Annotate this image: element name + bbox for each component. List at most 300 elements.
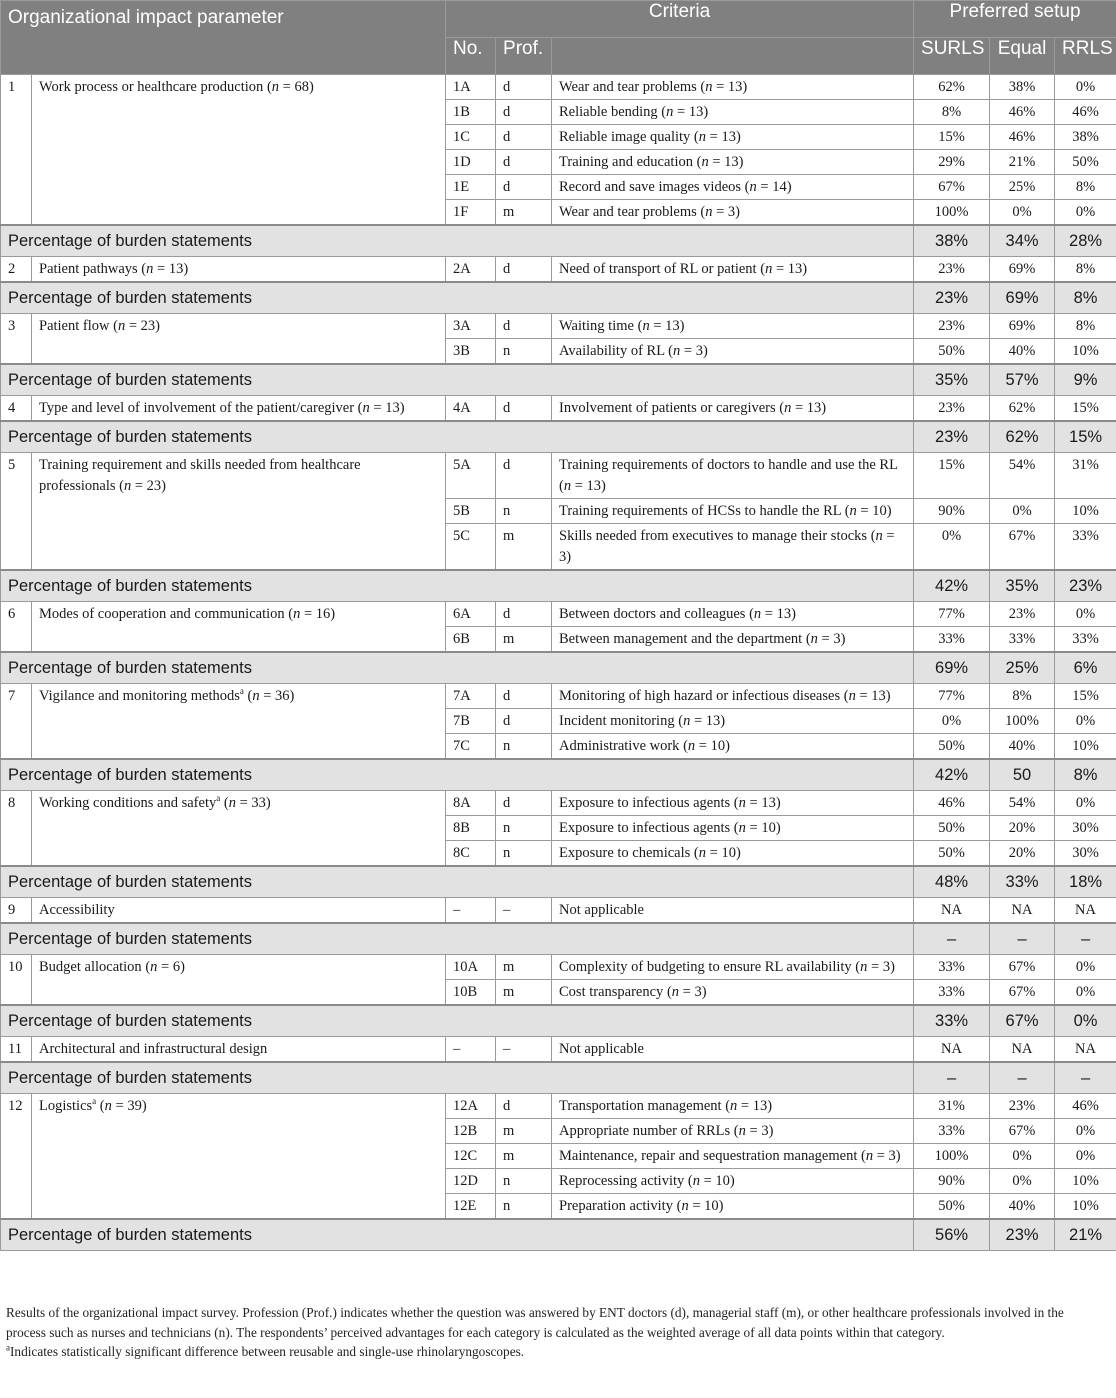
- summary-equal: 57%: [990, 364, 1055, 396]
- n-symbol: n: [848, 688, 856, 704]
- footnote-sig-mark: a: [6, 1342, 10, 1353]
- criteria-n: 3: [559, 549, 567, 565]
- criteria-n: 13: [721, 129, 736, 145]
- parameter-n: 39: [127, 1098, 142, 1114]
- table-row: [1, 396, 1116, 422]
- value-surls: 0%: [914, 709, 990, 734]
- criteria-no: 12C: [446, 1144, 496, 1169]
- criteria-no: 7B: [446, 709, 496, 734]
- summary-row: [1, 759, 1116, 791]
- value-equal: 67%: [990, 1119, 1055, 1144]
- n-symbol: n: [705, 204, 713, 220]
- criteria-text: Transportation management: [559, 1098, 722, 1114]
- criteria-prof: d: [496, 602, 552, 627]
- criteria-text-cell: Waiting time (n = 13): [552, 314, 914, 339]
- value-equal: 100%: [990, 709, 1055, 734]
- summary-label: Percentage of burden statements: [1, 866, 914, 898]
- criteria-text: Not applicable: [559, 902, 644, 918]
- summary-row: [1, 421, 1116, 453]
- summary-row: [1, 570, 1116, 602]
- criteria-prof: d: [496, 125, 552, 150]
- criteria-n: 10: [704, 1198, 719, 1214]
- parameter-name: Modes of cooperation and communication: [39, 606, 285, 622]
- criteria-prof: m: [496, 627, 552, 653]
- value-rrls: 8%: [1055, 175, 1116, 200]
- criteria-n: 13: [752, 1098, 768, 1114]
- criteria-n: 3: [727, 204, 736, 220]
- parameter-number: 5: [1, 453, 32, 571]
- criteria-no: –: [446, 1037, 496, 1063]
- criteria-text: Involvement of patients or caregivers: [559, 400, 776, 416]
- criteria-text-cell: Exposure to infectious agents (n = 13): [552, 791, 914, 816]
- criteria-text: Reliable bending: [559, 104, 658, 120]
- n-symbol: n: [738, 1123, 746, 1139]
- parameter-name-cell: [32, 898, 446, 924]
- value-equal: 21%: [990, 150, 1055, 175]
- value-equal: 38%: [990, 75, 1055, 100]
- value-equal: 0%: [990, 200, 1055, 226]
- significance-mark: a: [239, 686, 244, 697]
- value-surls: 29%: [914, 150, 990, 175]
- summary-equal: 34%: [990, 225, 1055, 257]
- table-row: [1, 257, 1116, 283]
- summary-label: Percentage of burden statements: [1, 421, 914, 453]
- value-equal: 69%: [990, 314, 1055, 339]
- summary-surls: 23%: [914, 282, 990, 314]
- criteria-no: 1A: [446, 75, 496, 100]
- criteria-no: 8A: [446, 791, 496, 816]
- criteria-text: Appropriate number of RRLs: [559, 1123, 731, 1139]
- n-symbol: n: [683, 713, 691, 729]
- parameter-name: Training requirement and skills needed from healthcare professionals: [39, 457, 361, 494]
- table-footnote: [6, 1303, 1106, 1362]
- header-preferred-setup: Preferred setup: [914, 1, 1116, 38]
- value-rrls: 8%: [1055, 257, 1116, 283]
- criteria-prof: n: [496, 339, 552, 365]
- criteria-prof: n: [496, 816, 552, 841]
- summary-surls: 35%: [914, 364, 990, 396]
- value-rrls: 15%: [1055, 684, 1116, 709]
- criteria-prof: m: [496, 1144, 552, 1169]
- n-symbol: n: [271, 79, 280, 95]
- summary-rrls: 28%: [1055, 225, 1116, 257]
- value-rrls: 46%: [1055, 100, 1116, 125]
- criteria-n: 13: [727, 79, 743, 95]
- value-rrls: 31%: [1055, 453, 1116, 499]
- value-surls: 50%: [914, 339, 990, 365]
- parameter-name: Patient flow: [39, 318, 110, 334]
- n-symbol: n: [753, 606, 762, 622]
- criteria-text-cell: Training requirements of doctors to handle and use the RL (n = 13): [552, 453, 914, 499]
- criteria-n: 13: [776, 606, 792, 622]
- summary-equal: 25%: [990, 652, 1055, 684]
- value-equal: 67%: [990, 955, 1055, 980]
- value-equal: 0%: [990, 1144, 1055, 1169]
- parameter-number: 11: [1, 1037, 32, 1063]
- value-equal: 62%: [990, 396, 1055, 422]
- parameter-number: 6: [1, 602, 32, 653]
- criteria-text-cell: Skills needed from executives to manage their stocks (n = 3): [552, 524, 914, 571]
- criteria-n: 10: [710, 738, 726, 754]
- value-rrls: 10%: [1055, 499, 1116, 524]
- criteria-text: Availability of RL: [559, 343, 665, 359]
- parameter-name: Budget allocation: [39, 959, 142, 975]
- summary-equal: 67%: [990, 1005, 1055, 1037]
- n-symbol: n: [146, 261, 154, 277]
- criteria-no: 7A: [446, 684, 496, 709]
- criteria-no: 8C: [446, 841, 496, 867]
- summary-surls: 48%: [914, 866, 990, 898]
- significance-mark: a: [216, 793, 221, 804]
- criteria-no: 1F: [446, 200, 496, 226]
- value-surls: 33%: [914, 955, 990, 980]
- value-equal: 54%: [990, 453, 1055, 499]
- criteria-prof: –: [496, 898, 552, 924]
- summary-surls: 69%: [914, 652, 990, 684]
- parameter-name: Architectural and infrastructural design: [39, 1041, 268, 1057]
- value-surls: 33%: [914, 1119, 990, 1144]
- criteria-text: Exposure to infectious agents: [559, 795, 731, 811]
- value-equal: 40%: [990, 339, 1055, 365]
- header-prof: Prof.: [496, 38, 552, 75]
- value-surls: 90%: [914, 1169, 990, 1194]
- summary-equal: 50: [990, 759, 1055, 791]
- criteria-no: 3A: [446, 314, 496, 339]
- n-symbol: n: [673, 343, 681, 359]
- criteria-text: Incident monitoring: [559, 713, 675, 729]
- summary-rrls: 18%: [1055, 866, 1116, 898]
- criteria-prof: d: [496, 150, 552, 175]
- criteria-no: 8B: [446, 816, 496, 841]
- parameter-n: 23: [146, 478, 162, 494]
- summary-equal: 23%: [990, 1219, 1055, 1251]
- summary-row: [1, 1005, 1116, 1037]
- criteria-n: 13: [787, 261, 803, 277]
- n-symbol: n: [293, 606, 301, 622]
- criteria-text: Wear and tear problems: [559, 79, 697, 95]
- parameter-n: 33: [251, 795, 266, 811]
- criteria-text: Reliable image quality: [559, 129, 691, 145]
- value-surls: 67%: [914, 175, 990, 200]
- n-symbol: n: [671, 984, 680, 1000]
- criteria-n: 3: [695, 343, 703, 359]
- n-symbol: n: [860, 959, 868, 975]
- parameter-name-cell: Patient flow (n = 23): [32, 314, 446, 365]
- summary-equal: –: [990, 923, 1055, 955]
- n-symbol: n: [362, 400, 370, 416]
- criteria-no: 6A: [446, 602, 496, 627]
- value-equal: 67%: [990, 980, 1055, 1006]
- criteria-text: Waiting time: [559, 318, 634, 334]
- criteria-n: 3: [694, 984, 702, 1000]
- n-symbol: n: [666, 104, 674, 120]
- parameter-name-cell: Training requirement and skills needed from healthcare professionals (n = 23): [32, 453, 446, 571]
- n-symbol: n: [104, 1098, 112, 1114]
- summary-surls: 56%: [914, 1219, 990, 1251]
- n-symbol: n: [810, 631, 818, 647]
- value-surls: 15%: [914, 125, 990, 150]
- criteria-no: 12B: [446, 1119, 496, 1144]
- value-surls: 33%: [914, 627, 990, 653]
- n-symbol: n: [117, 318, 126, 334]
- summary-rrls: 0%: [1055, 1005, 1116, 1037]
- value-rrls: 33%: [1055, 524, 1116, 571]
- parameter-name-cell: Modes of cooperation and communication (n = 16): [32, 602, 446, 653]
- criteria-no: 10B: [446, 980, 496, 1006]
- summary-row: [1, 1219, 1116, 1251]
- footnote-sig-text: Indicates statistically significant difference between reusable and single-use rhinolaryngoscopes.: [10, 1344, 525, 1359]
- table-row: [1, 898, 1116, 924]
- summary-equal: 35%: [990, 570, 1055, 602]
- criteria-prof: d: [496, 314, 552, 339]
- criteria-text-cell: Need of transport of RL or patient (n = 13): [552, 257, 914, 283]
- summary-label: Percentage of burden statements: [1, 1062, 914, 1094]
- criteria-prof: m: [496, 524, 552, 571]
- table-row: [1, 602, 1116, 627]
- table-row: [1, 1094, 1116, 1119]
- criteria-prof: m: [496, 955, 552, 980]
- summary-label: Percentage of burden statements: [1, 570, 914, 602]
- criteria-text: Exposure to infectious agents: [559, 820, 731, 836]
- criteria-text: Training requirements of doctors to handle and use the RL: [559, 457, 898, 473]
- criteria-n: 13: [705, 713, 721, 729]
- header-parameter: Organizational impact parameter: [1, 1, 446, 75]
- criteria-text: Administrative work: [559, 738, 680, 754]
- value-rrls: NA: [1055, 898, 1116, 924]
- criteria-text: Wear and tear problems: [559, 204, 697, 220]
- value-surls: 50%: [914, 841, 990, 867]
- criteria-no: 3B: [446, 339, 496, 365]
- criteria-text-cell: Cost transparency (n = 3): [552, 980, 914, 1006]
- criteria-prof: d: [496, 791, 552, 816]
- parameter-name-cell: Type and level of involvement of the patient/caregiver (n = 13): [32, 396, 446, 422]
- criteria-text-cell: Administrative work (n = 10): [552, 734, 914, 760]
- value-rrls: 30%: [1055, 816, 1116, 841]
- criteria-prof: n: [496, 1194, 552, 1220]
- summary-label: Percentage of burden statements: [1, 225, 914, 257]
- criteria-text: Monitoring of high hazard or infectious diseases: [559, 688, 841, 704]
- value-rrls: 46%: [1055, 1094, 1116, 1119]
- value-equal: 40%: [990, 1194, 1055, 1220]
- criteria-no: 2A: [446, 257, 496, 283]
- criteria-text-cell: Wear and tear problems (n = 13): [552, 75, 914, 100]
- criteria-text-cell: Record and save images videos (n = 14): [552, 175, 914, 200]
- criteria-no: 5B: [446, 499, 496, 524]
- parameter-n: 16: [315, 606, 331, 622]
- n-symbol: n: [698, 845, 706, 861]
- value-equal: NA: [990, 898, 1055, 924]
- criteria-no: 12A: [446, 1094, 496, 1119]
- header-no: No.: [446, 38, 496, 75]
- summary-row: [1, 225, 1116, 257]
- value-equal: 25%: [990, 175, 1055, 200]
- value-rrls: 10%: [1055, 1169, 1116, 1194]
- summary-equal: 33%: [990, 866, 1055, 898]
- criteria-text-cell: Training and education (n = 13): [552, 150, 914, 175]
- criteria-text-cell: Appropriate number of RRLs (n = 3): [552, 1119, 914, 1144]
- criteria-text-cell: Involvement of patients or caregivers (n = 13): [552, 396, 914, 422]
- criteria-prof: n: [496, 841, 552, 867]
- summary-label: Percentage of burden statements: [1, 282, 914, 314]
- value-surls: 0%: [914, 524, 990, 571]
- criteria-prof: m: [496, 200, 552, 226]
- parameter-name: Logistics: [39, 1098, 93, 1114]
- summary-rrls: 8%: [1055, 759, 1116, 791]
- parameter-number: 1: [1, 75, 32, 226]
- criteria-prof: –: [496, 1037, 552, 1063]
- summary-surls: 42%: [914, 570, 990, 602]
- summary-surls: 42%: [914, 759, 990, 791]
- value-surls: 50%: [914, 816, 990, 841]
- value-surls: 90%: [914, 499, 990, 524]
- table-row: [1, 791, 1116, 816]
- criteria-text-cell: Reliable image quality (n = 13): [552, 125, 914, 150]
- criteria-prof: d: [496, 709, 552, 734]
- summary-label: Percentage of burden statements: [1, 923, 914, 955]
- value-rrls: 50%: [1055, 150, 1116, 175]
- criteria-text-cell: Maintenance, repair and sequestration management (n = 3): [552, 1144, 914, 1169]
- parameter-name-cell: Patient pathways (n = 13): [32, 257, 446, 283]
- summary-label: Percentage of burden statements: [1, 759, 914, 791]
- criteria-text-cell: Exposure to infectious agents (n = 10): [552, 816, 914, 841]
- parameter-number: 2: [1, 257, 32, 283]
- value-surls: 23%: [914, 257, 990, 283]
- value-rrls: 38%: [1055, 125, 1116, 150]
- parameter-name-cell: Logistics$^a$ (n = 39): [32, 1094, 446, 1220]
- table-row: [1, 1037, 1116, 1063]
- criteria-n: 13: [665, 318, 680, 334]
- parameter-name-cell: [32, 1037, 446, 1063]
- criteria-prof: d: [496, 75, 552, 100]
- summary-row: [1, 1062, 1116, 1094]
- value-equal: 40%: [990, 734, 1055, 760]
- criteria-prof: d: [496, 257, 552, 283]
- criteria-prof: n: [496, 1169, 552, 1194]
- n-symbol: n: [738, 795, 746, 811]
- summary-row: [1, 923, 1116, 955]
- n-symbol: n: [687, 738, 696, 754]
- criteria-text: Reprocessing activity: [559, 1173, 685, 1189]
- parameter-n: 13: [168, 261, 184, 277]
- parameter-n: 13: [385, 400, 400, 416]
- criteria-prof: d: [496, 175, 552, 200]
- criteria-n: 3: [888, 1148, 896, 1164]
- value-equal: 67%: [990, 524, 1055, 571]
- criteria-n: 10: [761, 820, 776, 836]
- value-equal: 20%: [990, 841, 1055, 867]
- criteria-text-cell: Preparation activity (n = 10): [552, 1194, 914, 1220]
- criteria-text: Between doctors and colleagues: [559, 606, 746, 622]
- value-surls: NA: [914, 1037, 990, 1063]
- criteria-no: 7C: [446, 734, 496, 760]
- value-equal: NA: [990, 1037, 1055, 1063]
- value-surls: 62%: [914, 75, 990, 100]
- criteria-n: 10: [721, 845, 736, 861]
- criteria-text: Not applicable: [559, 1041, 644, 1057]
- value-surls: 33%: [914, 980, 990, 1006]
- value-surls: 100%: [914, 200, 990, 226]
- value-rrls: 0%: [1055, 75, 1116, 100]
- header-rrls: RRLS: [1055, 38, 1116, 75]
- value-rrls: 0%: [1055, 602, 1116, 627]
- parameter-name-cell: Working conditions and safety$^a$ (n = 33): [32, 791, 446, 867]
- criteria-n: 3: [761, 1123, 769, 1139]
- summary-label: Percentage of burden statements: [1, 652, 914, 684]
- parameter-number: 3: [1, 314, 32, 365]
- criteria-text-cell: Wear and tear problems (n = 3): [552, 200, 914, 226]
- criteria-prof: m: [496, 980, 552, 1006]
- value-rrls: 0%: [1055, 1119, 1116, 1144]
- n-symbol: n: [705, 79, 713, 95]
- criteria-n: 13: [586, 478, 602, 494]
- parameter-number: 7: [1, 684, 32, 760]
- summary-row: [1, 364, 1116, 396]
- criteria-no: 5C: [446, 524, 496, 571]
- summary-surls: 33%: [914, 1005, 990, 1037]
- table-row: [1, 75, 1116, 100]
- value-surls: 77%: [914, 602, 990, 627]
- criteria-no: –: [446, 898, 496, 924]
- summary-row: [1, 282, 1116, 314]
- criteria-no: 12E: [446, 1194, 496, 1220]
- significance-mark: a: [92, 1096, 97, 1107]
- criteria-text-cell: Reliable bending (n = 13): [552, 100, 914, 125]
- criteria-text-cell: [552, 898, 914, 924]
- value-rrls: 10%: [1055, 734, 1116, 760]
- criteria-prof: d: [496, 396, 552, 422]
- criteria-prof: n: [496, 734, 552, 760]
- summary-equal: 62%: [990, 421, 1055, 453]
- summary-row: [1, 866, 1116, 898]
- criteria-text: Need of transport of RL or patient: [559, 261, 757, 277]
- value-equal: 46%: [990, 125, 1055, 150]
- value-equal: 20%: [990, 816, 1055, 841]
- n-symbol: n: [228, 795, 236, 811]
- value-rrls: 0%: [1055, 955, 1116, 980]
- criteria-n: 13: [806, 400, 822, 416]
- value-surls: 50%: [914, 734, 990, 760]
- criteria-no: 10A: [446, 955, 496, 980]
- value-rrls: 30%: [1055, 841, 1116, 867]
- criteria-n: 13: [761, 795, 776, 811]
- summary-row: [1, 652, 1116, 684]
- table-body: [1, 75, 1116, 1251]
- criteria-prof: n: [496, 499, 552, 524]
- criteria-text-cell: Transportation management (n = 13): [552, 1094, 914, 1119]
- n-symbol: n: [692, 1173, 700, 1189]
- value-equal: 54%: [990, 791, 1055, 816]
- summary-label: Percentage of burden statements: [1, 1219, 914, 1251]
- value-rrls: 0%: [1055, 791, 1116, 816]
- n-symbol: n: [875, 528, 883, 544]
- value-rrls: 10%: [1055, 339, 1116, 365]
- criteria-text: Skills needed from executives to manage their stocks: [559, 528, 868, 544]
- parameter-n: 68: [294, 79, 309, 95]
- summary-surls: 38%: [914, 225, 990, 257]
- parameter-name-cell: Work process or healthcare production (n = 68): [32, 75, 446, 226]
- summary-surls: –: [914, 1062, 990, 1094]
- table-row: [1, 684, 1116, 709]
- criteria-prof: d: [496, 684, 552, 709]
- value-surls: 15%: [914, 453, 990, 499]
- parameter-name: Vigilance and monitoring methods: [39, 688, 240, 704]
- criteria-no: 1E: [446, 175, 496, 200]
- value-equal: 23%: [990, 1094, 1055, 1119]
- summary-rrls: 15%: [1055, 421, 1116, 453]
- parameter-name-cell: Vigilance and monitoring methods$^a$ (n = 36): [32, 684, 446, 760]
- n-symbol: n: [563, 478, 572, 494]
- summary-rrls: 21%: [1055, 1219, 1116, 1251]
